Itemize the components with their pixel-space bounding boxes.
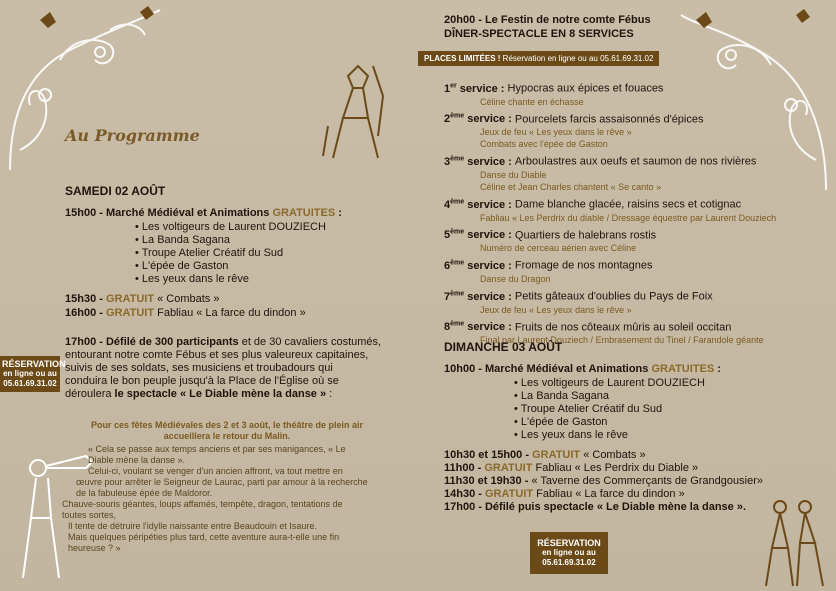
page-title: Au Programme <box>65 126 200 145</box>
floral-ornament-icon <box>0 0 170 180</box>
service-item: 4ème service : Dame blanche glacée, raisins secs et cotignac Fabliau « Les Perdrix du diable / Dressage équestre par Laurent Douziech <box>444 197 777 223</box>
saturday-market-line: 15h00 - Marché Médiéval et Animations GRATUITES : <box>65 207 342 219</box>
list-item: • L'épée de Gaston <box>514 416 608 428</box>
knight-icon <box>318 56 398 166</box>
saturday-parade-paragraph: 17h00 - Défilé de 300 participants et de 30 cavaliers costumés, entourant notre comte Fébus et ses plus valeureux capitaines, suivis de ses soldats, ses musiciens et troubadours qui conduira le bon peuple jusqu'à la Place de l'Église où se déroulera le spectacle « Le Diable mène la danse » : <box>65 336 382 400</box>
places-limited-banner[interactable]: PLACES LIMITÉES ! Réservation en ligne ou au 05.61.69.31.02 <box>418 51 659 66</box>
festin-subtitle: DÎNER-SPECTACLE EN 8 SERVICES <box>444 28 634 40</box>
service-item: 6ème service : Fromage de nos montagnes Danse du Dragon <box>444 259 653 284</box>
saturday-bullets <box>135 221 326 286</box>
service-item: 2ème service : Pourcelets farcis assaisonnés d'épices Jeux de feu « Les yeux dans le rêve » Combats avec l'épée de Gaston <box>444 112 704 150</box>
list-item: • Troupe Atelier Créatif du Sud <box>514 403 663 415</box>
list-item: • La Banda Sagana <box>514 390 610 402</box>
sunday-market-line: 10h00 - Marché Médiéval et Animations GRATUITES : <box>444 363 721 375</box>
list-item: • Les yeux dans le rêve <box>135 273 249 285</box>
list-item: • Les voltigeurs de Laurent DOUZIECH <box>514 377 705 389</box>
reservation-badge[interactable]: RÉSERVATION en ligne ou au 05.61.69.31.02 <box>0 356 60 392</box>
list-item: • Les yeux dans le rêve <box>514 429 628 441</box>
list-item: • La Banda Sagana <box>135 234 231 246</box>
reservation-badge[interactable]: RÉSERVATION en ligne ou au 05.61.69.31.02 <box>530 532 608 574</box>
services-list <box>444 79 804 348</box>
saturday-heading: SAMEDI 02 AOÛT <box>65 184 166 198</box>
saturday-combats-line: 15h30 - GRATUIT « Combats » <box>65 293 220 305</box>
service-item: 3ème service : Arboulastres aux oeufs et saumon de nos rivières Danse du Diable Céline et Jean Charles chantent « Se canto » <box>444 155 757 192</box>
saturday-fabliau-line: 16h00 - GRATUIT Fabliau « La farce du dindon » <box>65 307 306 319</box>
list-item: • Troupe Atelier Créatif du Sud <box>135 247 284 259</box>
list-item: • L'épée de Gaston <box>135 260 229 272</box>
festin-title: 20h00 - Le Festin de notre comte Fébus <box>444 14 651 26</box>
list-item: • Les voltigeurs de Laurent DOUZIECH <box>135 221 326 233</box>
story-intro: Pour ces fêtes Médiévales des 2 et 3 août, le théâtre de plein air accueillera le retour du Malin. <box>90 420 364 441</box>
dancers-icon <box>755 492 835 591</box>
sunday-events: 10h30 et 15h00 - GRATUIT « Combats » 11h00 - GRATUIT Fabliau « Les Perdrix du Diable » 11h30 et 19h30 - « Taverne des Commerçants de Grandgousier» 14h30 - GRATUIT Fabliau « La farce du dindon » 17h00 - Défilé puis spectacle « Le Diable mène la danse ». <box>444 449 763 513</box>
service-item: 7ème service : Petits gâteaux d'oublies du Pays de Foix Jeux de feu « Les yeux dans le rêve » <box>444 289 713 315</box>
story-text: « Cela se passe aux temps anciens et par ses manigances, « Le Diable mène la danse ». Celui-ci, voulant se venger d'un ancien affront, va tout mettre en œuvre pour arrêter le Seigneur de Laurac, parti par amour à la recherche de la fabuleuse épée de Maldoror. Chauve-souris géantes, loups affamés, tempête, dragon, tentations de toutes sortes, Il tente de détruire l'idylle naissante entre Beaudouin et Isaure. Mais quelques péripéties plus tard, cette aventure aura-t-elle une fin heureuse ? » <box>62 444 368 553</box>
sunday-bullets <box>514 377 705 442</box>
service-item: 1er service : Hypocras aux épices et fouaces Céline chante en échasse <box>444 82 664 107</box>
service-item: 8ème service : Fruits de nos côteaux mûris au soleil occitan Final par Laurent Douziech / Embrasement du Tinel / Farandole géante <box>444 320 764 346</box>
service-item: 5ème service : Quartiers de halebrans rostis Numéro de cerceau aérien avec Céline <box>444 228 657 254</box>
sunday-heading: DIMANCHE 03 AOÛT <box>444 340 563 354</box>
